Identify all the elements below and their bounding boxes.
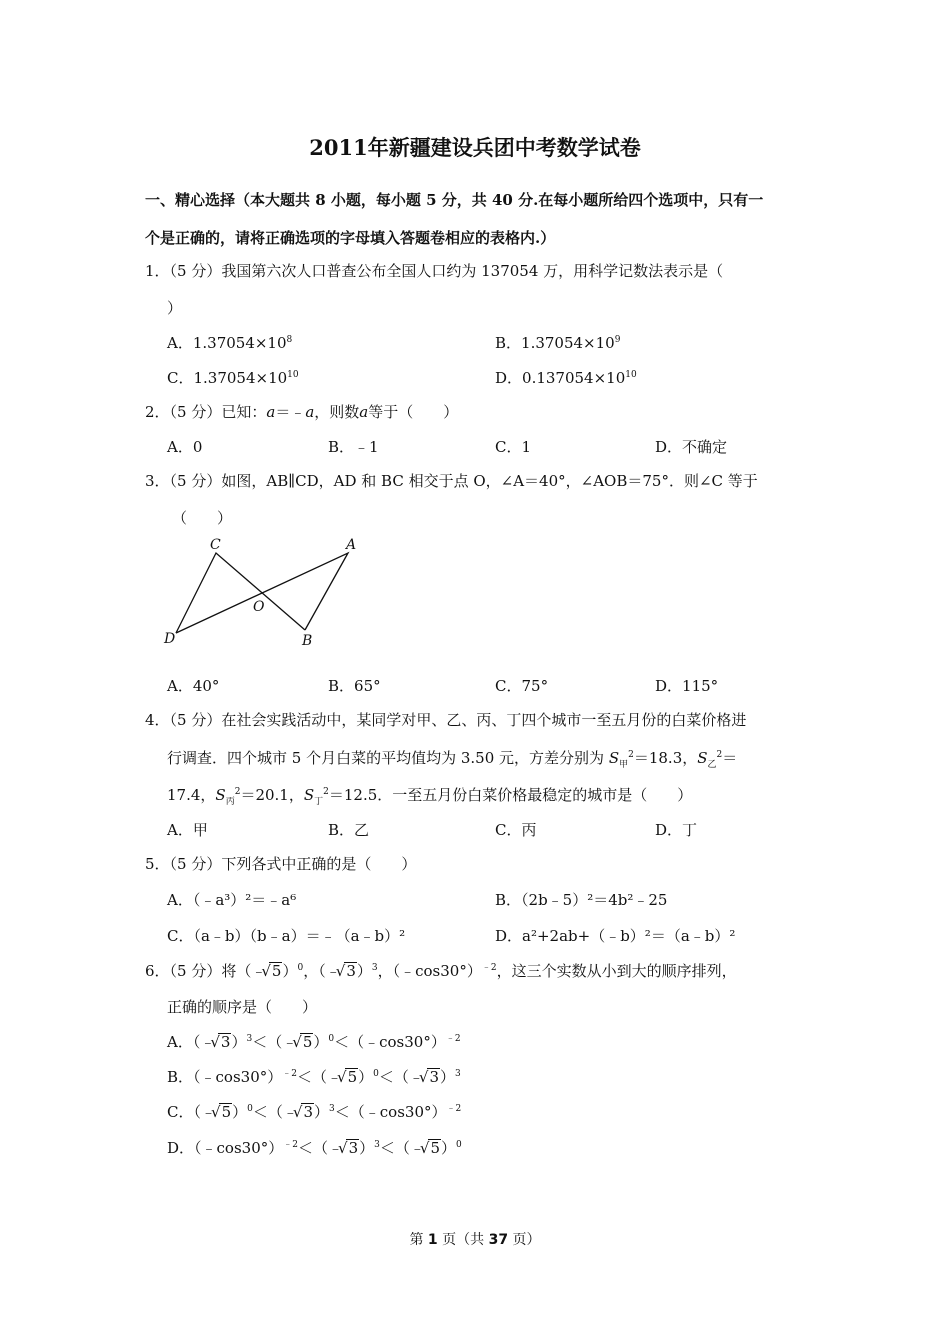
section-heading-line2: 个是正确的，请将正确选项的字母填入答题卷相应的表格内.） xyxy=(145,229,556,247)
page-title: 2011年新疆建设兵团中考数学试卷 xyxy=(309,135,641,160)
page-total: 37 xyxy=(488,1232,509,1248)
figure-label-c: C xyxy=(210,537,221,553)
figure-label-o: O xyxy=(253,599,265,615)
question-3-option-b: B．65° xyxy=(328,677,381,695)
question-1-option-d: D．$0.137054\times 10^{10}$ xyxy=(495,369,637,387)
question-2-option-c: C．1 xyxy=(495,438,532,456)
figure-label-b: B xyxy=(302,633,313,649)
question-4-stem: 4．（5 分）在社会实践活动中，某同学对甲、乙、丙、丁四个城市一至五月份的白菜价格进 xyxy=(145,711,747,729)
question-3-stem: 3．（5 分）如图，AB∥CD，AD 和 BC 相交于点 O，∠A＝40°，∠AOB＝75°．则∠C 等于 xyxy=(145,472,758,490)
question-1-option-b: B．$1.37054\times 10^9$ xyxy=(495,334,621,352)
question-4-option-c: C．丙 xyxy=(495,821,537,839)
question-6-stem-line2: 正确的顺序是（ ） xyxy=(167,998,318,1016)
question-1-stem: 1．（5 分）我国第六次人口普查公布全国人口约为 137054 万，用科学记数法表示是（ xyxy=(145,262,724,280)
question-3-option-d: D．115° xyxy=(655,677,719,695)
question-3-stem-end: （ ） xyxy=(172,509,233,527)
page-footer: 第 1 页（共 37 页） xyxy=(409,1232,541,1248)
question-5-option-b: B．（2b﹣5）²＝4b²﹣25 xyxy=(495,891,668,909)
question-1-option-a: A．$1.37054\times 10^8$ xyxy=(167,334,293,352)
question-6-option-b: B．（﹣cos30°）$^{﹣2}$＜（﹣ √ 5）$^0$＜（﹣ √ 3）$^3$ xyxy=(167,1066,461,1088)
question-6-stem: 6．（5 分）将（﹣ √ 5）$^0$，（﹣ √ 3）$^3$，（﹣cos30°）$^{﹣2}$，这三个实数从小到大的顺序排列， xyxy=(145,960,737,982)
question-3-option-a: A．40° xyxy=(167,677,220,695)
question-1-option-c: C．$1.37054\times 10^{10}$ xyxy=(167,369,299,387)
page-number: 1 xyxy=(427,1232,438,1248)
figure-label-d: D xyxy=(164,631,176,647)
question-4-option-b: B．乙 xyxy=(328,821,370,839)
question-6-option-c: C．（﹣ √ 5）$^0$＜（﹣ √ 3）$^3$＜（﹣cos30°）$^{﹣2}$ xyxy=(167,1101,461,1123)
question-5-option-d: D．a²+2ab+（﹣b）²＝（a﹣b）² xyxy=(495,927,736,945)
question-4-stem-line3: 17.4，$S_丙^2=20.1$，$S_丁^2=12.5$．一至五月份白菜价格最稳定的城市是（ ） xyxy=(167,786,693,807)
question-1-stem-end: ） xyxy=(167,299,183,317)
question-2-option-d: D．不确定 xyxy=(655,438,728,456)
question-5-stem: 5．（5 分）下列各式中正确的是（ ） xyxy=(145,855,417,873)
question-6-option-a: A．（﹣ √ 3）$^3$＜（﹣ √ 5）$^0$＜（﹣cos30°）$^{﹣2}$ xyxy=(167,1031,461,1053)
question-4-option-d: D．丁 xyxy=(655,821,698,839)
figure-label-a: A xyxy=(346,537,357,553)
question-2-option-b: B．﹣1 xyxy=(328,438,379,456)
question-6-option-d: D．（﹣cos30°）$^{﹣2}$＜（﹣ √ 3）$^3$＜（﹣ √ 5）$^0$ xyxy=(167,1137,462,1159)
question-5-option-c: C．（a﹣b）（b﹣a）＝﹣（a﹣b）² xyxy=(167,927,406,945)
question-3-figure xyxy=(160,535,365,650)
question-4-stem-line2: 行调查．四个城市 5 个月白菜的平均值均为 3.50 元，方差分别为 $S_甲^2=18.3$，$S_乙^2=$ xyxy=(167,749,738,770)
question-4-option-a: A．甲 xyxy=(167,821,208,839)
question-3-option-c: C．75° xyxy=(495,677,549,695)
question-2-stem: 2．（5 分）已知：a＝﹣a，则数a等于（ ） xyxy=(145,403,459,421)
question-2-option-a: A．0 xyxy=(167,438,203,456)
section-heading-line1: 一、精心选择（本大题共 8 小题，每小题 5 分，共 40 分.在每小题所给四个选项中，只有一 xyxy=(145,191,764,209)
figure-line-d-c-b xyxy=(176,553,305,633)
question-5-option-a: A．（﹣a³）²＝﹣a⁶ xyxy=(167,891,297,909)
figure-line-d-a-b xyxy=(176,553,348,633)
